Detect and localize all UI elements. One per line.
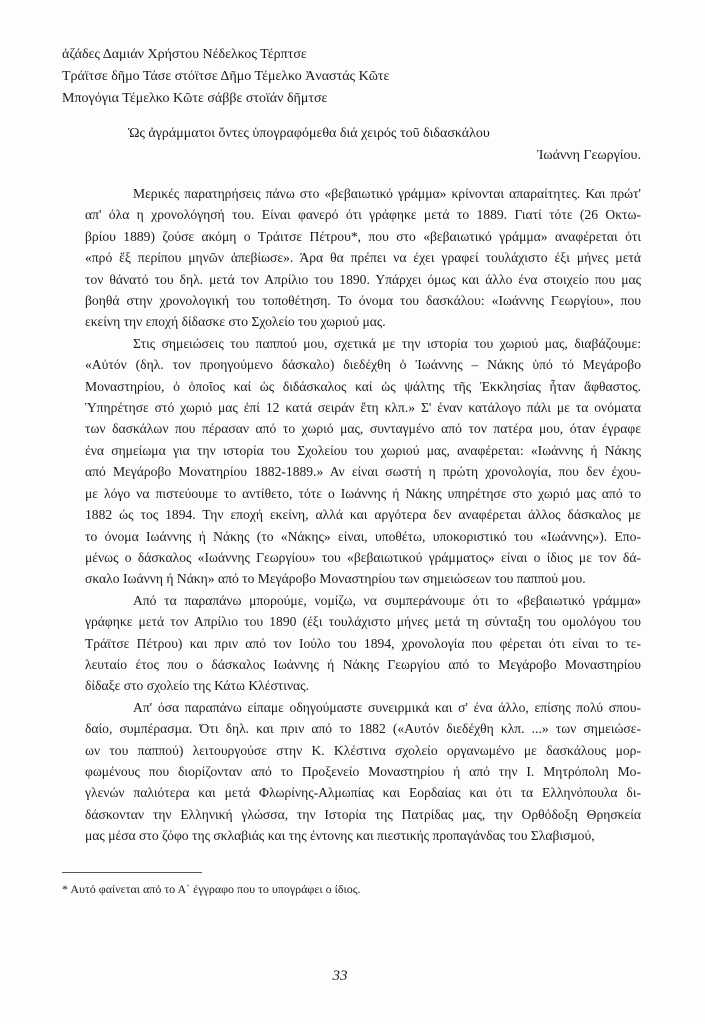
paragraph-line: απ' όλα η χρονολόγησή του. Είναι φανερό ότι γράφηκε μετά το 1889. Γιατί τότε (26 Οκτω-: [85, 207, 641, 223]
paragraph-line: φωμένους που διορίζονταν από το Προξενείο Μοναστηρίου ή από την Ι. Μητρόπολη Μο-: [85, 763, 641, 779]
paragraph-line: «πρό ἕξ περίπου μηνῶν ἀπεβίωσε». Άρα θα πρέπει να έχει γραφεί τουλάχιστο έξι μήνες μετά: [85, 250, 641, 266]
page-number: 33: [332, 968, 348, 984]
signatories-line: Τράϊτσε δῆμο Τάσε στόϊτσε Δῆμο Τέμελκο Ἀναστάς Κῶτε: [62, 69, 390, 84]
paragraph-line: εκείνη την εποχή δίδασκε στο Σχολείο του χωριού μας.: [85, 314, 386, 330]
paragraph-line: ων του παππού) λειτουργούσε στην Κ. Κλέστινα σχολείο οργανωμένο με δασκάλους μορ-: [85, 742, 641, 758]
paragraph-line: 1882 ώς τος 1894. Την εποχή εκείνη, αλλά και αργότερα δεν αναφέρεται άλλος δάσκαλος με: [85, 507, 641, 523]
paragraph-line: βρίου 1889) ζούσε ακόμη ο Τράιτσε Πέτρου*, που στο «βεβαιωτικό γράμμα» αναφέρεται ότι: [85, 228, 641, 244]
paragraph-line: δάσκονταν την Ελληνική γλώσσα, την Ιστορία της Πατρίδας μας, την Ορθόδοξη Θρησκεία: [85, 806, 641, 822]
paragraph-line: δίδαξε στο σχολείο της Κάτω Κλέστινας.: [85, 678, 309, 694]
body-text: [85, 183, 641, 847]
paragraph-line: Τράϊτσε Πέτρου) και πριν από τον Ιούλο του 1894, χρονολογία που φέρεται ότι είναι το τε-: [85, 635, 641, 651]
paragraph-line: Ὑπηρέτησε στό χωριό μας ἐπί 12 κατά σειράν ἔτη κλπ.» Σ' έναν κατάλογο πάλι με τα ονόματα: [85, 400, 641, 416]
paragraph-line: Μοναστηρίου, ὁ ὁποῖος καί ὡς διδάσκαλος καί ὡς ψάλτης τῆς Ἐκκλησίας ἦταν ἄφθαστος.: [85, 378, 641, 394]
paragraph-line: Από τα παραπάνω μπορούμε, νομίζω, να συμπεράνουμε ότι το «βεβαιωτικό γράμμα»: [133, 592, 641, 608]
signatories-list: [62, 44, 389, 110]
paragraph-line: βοηθά στην χρονολογική του τοποθέτηση. Το όνομα του δασκάλου: «Ιωάννης Γεωργίου», που: [85, 293, 641, 309]
paragraph-line: Μερικές παρατηρήσεις πάνω στο «βεβαιωτικό γράμμα» κρίνονται απαραίτητες. Και πρώτ': [133, 186, 641, 201]
signatories-line: Μπογόγια Τέμελκο Κῶτε σάββε στοϊάν δῆμτσε: [62, 91, 328, 106]
signatories-line: ἀζάδες Δαμιάν Χρήστου Νέδελκος Τέρπτσε: [62, 47, 307, 62]
footnote-divider: [62, 872, 202, 873]
attestation-quote: Ὡς ἀγράμματοι ὄντες ὑπογραφόμεθα διά χειρός τοῦ διδασκάλου: [128, 126, 490, 141]
paragraph-line: δαίο, συμπέρασμα. Ότι δηλ. και πριν από το 1882 («Αυτόν διεδέχθη κλπ. ...» των σημειώσε-: [85, 721, 641, 737]
paragraph-line: γλενών παλιότερα και μετά Φλωρίνης-Αλμωπίας και Εορδαίας και ότι τα Ελληνόπουλα δι-: [85, 785, 641, 801]
paragraph-line: μένως ο δάσκαλος «Ιωάννης Γεωργίου» του «βεβαιωτικού γράμματος» είναι ο ίδιος με τον δά-: [85, 549, 641, 565]
paragraph-line: Απ' όσα παραπάνω είπαμε οδηγούμαστε συνειρμικά και σ' ένα άλλο, επίσης πολύ σπου-: [133, 699, 641, 715]
paragraph-line: με λόγο να πιστεύουμε το αντίθετο, τότε ο Ιωάννης ή Νάκης υπηρέτησε στο χωριό μας από το: [85, 485, 641, 501]
teacher-signature: Ἰωάννη Γεωργίου.: [536, 148, 641, 163]
paragraph-line: σκαλο Ιωάννη ή Νάκη» από το Μεγάροβο Μοναστηρίου των σημειώσεων του παππού μου.: [85, 571, 586, 587]
paragraph-line: «Αὐτόν (δηλ. τον προηγούμενο δάσκαλο) διεδέχθη ὁ Ἰωάννης – Νάκης ὑπό τό Μεγάροβο: [85, 357, 641, 373]
paragraph-line: από Μεγάροβο Μονατηρίου 1882-1889.» Αν είναι σωστή η πρώτη χρονολογία, που δεν έχου-: [85, 464, 641, 480]
paragraph-line: το όνομα Ιωάννης ή Νάκης (το «Νάκης» είναι, υποθέτω, υποκοριστικό του «Ιωάννης»). Επο-: [85, 528, 641, 544]
paragraph-line: ένα σημείωμα για την ιστορία του Σχολείου του χωριού μας, αναφέρεται: «Ιωάννης ή Νάκης: [85, 442, 641, 458]
paragraph-line: των δασκάλων που πέρασαν από το χωριό μας, συνταγμένο από τον πατέρα μου, όταν έγραφε: [85, 421, 641, 437]
paragraph-line: Στις σημειώσεις του παππού μου, σχετικά με την ιστορία του χωριού μας, διαβάζουμε:: [133, 335, 641, 351]
paragraph-line: τον θάνατό του δηλ. μετά τον Απρίλιο του 1890. Υπάρχει όμως και άλλο ένα στοιχείο που μας: [85, 271, 641, 287]
paragraph-line: γράφηκε μετά τον Απρίλιο του 1890 (έξι τουλάχιστο μήνες μετά τη σύνταξη του ομολόγου του: [85, 614, 641, 630]
footnote: * Αυτό φαίνεται από το Α΄ έγγραφο που το υπογράφει ο ίδιος.: [62, 882, 361, 896]
paragraph-line: μας μέσα στο ζόφο της σκλαβιάς και της έντονης και πιεστικής προπαγάνδας του Σλαβισμού,: [85, 828, 595, 844]
paragraph-line: λευταίο έτος που ο δάσκαλος Ιωάννης ή Νάκης Γεωργίου από το Μεγάροβο Μοναστηρίου: [85, 656, 641, 672]
